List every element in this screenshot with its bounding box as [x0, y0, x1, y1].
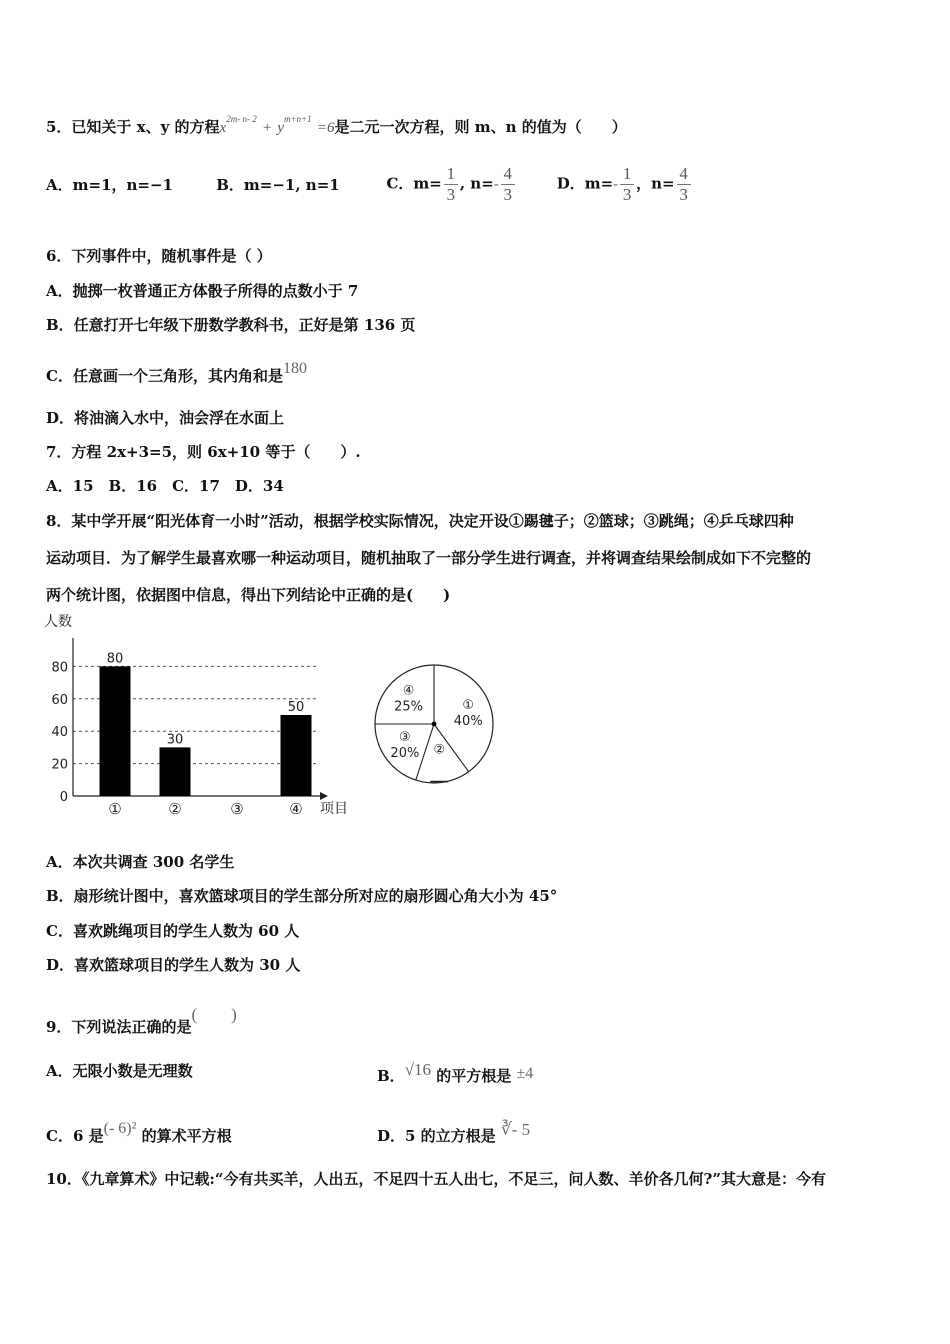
q5-option-c: C．m= $\frac{1}{3}$ , n=- $\frac{4}{3}$	[386, 164, 551, 205]
pie-slice-percent: 25%	[394, 699, 423, 715]
x-tick-label: ①	[108, 800, 122, 818]
q5-option-b: B．m=−1, n=1	[216, 176, 340, 194]
q5-stem-post: 是二元一次方程，则 m、n 的值为（ ）	[334, 118, 627, 136]
q8-stem-line1: 8．某中学开展“阳光体育一小时”活动，根据学校实际情况，决定开设①踢毽子；②篮球；③跳绳；④乒乓球四种	[46, 512, 794, 530]
q10-stem-line1: 10．《九章算术》中记载:“今有共买羊，人出五，不足四十五人出七，不足三，问人数、羊价各几何?”其大意是：今有	[46, 1170, 826, 1188]
y-tick-label: 20	[51, 757, 68, 773]
q5-eq-y: $y^{m+n+1}$	[277, 114, 312, 136]
q5-options	[46, 164, 693, 205]
bar-data-label: 80	[106, 651, 124, 667]
q6-stem: 6．下列事件中，随机事件是（ ）	[46, 247, 272, 265]
y-tick-label: 0	[59, 790, 68, 805]
q6-option-a: A．抛掷一枚普通正方体骰子所得的点数小于 7	[46, 282, 359, 300]
q8-option-d: D．喜欢篮球项目的学生人数为 30 人	[46, 956, 301, 974]
q5-stem	[46, 114, 627, 137]
y-tick-label: 40	[51, 725, 68, 741]
pie-slice-percent: 20%	[390, 746, 420, 762]
q6-option-d: D．将油滴入水中，油会浮在水面上	[46, 409, 285, 427]
q5-option-d: D．m=- $\frac{1}{3}$ ，n= $\frac{4}{3}$	[557, 164, 693, 205]
q9-option-c: C．6 是(- 6)² 的算术平方根	[46, 1120, 232, 1145]
bar-data-label: 50	[287, 700, 305, 715]
pie-slice-label: ②	[433, 742, 446, 758]
q6-option-b: B．任意打开七年级下册数学教科书，正好是第 136 页	[46, 316, 416, 334]
q5-option-a: A．m=1，n=−1	[46, 176, 173, 194]
pie-slice-percent: 40%	[453, 713, 483, 729]
y-axis-label: 人数	[44, 614, 72, 630]
q6-option-c-math: 180	[282, 360, 307, 377]
q8-option-a: A．本次共调查 300 名学生	[46, 853, 235, 871]
x-axis-arrow	[320, 792, 328, 800]
pie-chart	[368, 660, 498, 790]
q8-stem-line2: 运动项目．为了解学生最喜欢哪一种运动项目，随机抽取了一部分学生进行调查，并将调查结果绘制成如下不完整的	[46, 549, 812, 567]
pie-slice-label: ①	[462, 697, 475, 713]
bar-4	[281, 715, 312, 796]
q7-options: A．15 B．16 C．17 D．34	[46, 477, 284, 495]
q8-option-c: C．喜欢跳绳项目的学生人数为 60 人	[46, 922, 300, 940]
q9-option-d: D．5 的立方根是 ∛- 5	[377, 1120, 531, 1145]
x-tick-label: ②	[168, 800, 182, 818]
y-tick-label: 80	[51, 660, 68, 676]
pie-slice-label: ④	[402, 683, 415, 699]
q6-option-c: C．任意画一个三角形，其内角和是180	[46, 360, 307, 385]
bar-1	[100, 666, 131, 796]
q9-option-a: A．无限小数是无理数	[46, 1062, 193, 1080]
q5-stem-pre: 5．已知关于 x、y 的方程	[46, 118, 220, 136]
pie-slice-label: ③	[399, 730, 411, 746]
q5-eq-plus: +	[261, 120, 273, 136]
q8-option-b: B．扇形统计图中，喜欢篮球项目的学生部分所对应的扇形圆心角大小为 45°	[46, 887, 558, 905]
bar-2	[160, 747, 191, 796]
x-tick-label: ④	[289, 800, 303, 818]
bar-data-label: 30	[166, 732, 184, 748]
q9-paren: ( )	[191, 1005, 237, 1024]
x-tick-label: ③	[230, 800, 244, 818]
q9-option-b: B．√16 的平方根是 ±4	[377, 1060, 534, 1085]
x-axis-label: 项目	[320, 801, 348, 817]
pie-center-dot	[432, 722, 437, 727]
q5-eq-x: $x^{2m- n- 2}$	[219, 114, 257, 136]
q8-stem-line3: 两个统计图，依据图中信息，得出下列结论中正确的是( )	[46, 586, 451, 604]
y-tick-label: 60	[51, 692, 68, 708]
q9-stem: 9．下列说法正确的是( )	[46, 1005, 237, 1036]
bar-chart	[40, 610, 370, 825]
q5-eq-rhs: =6	[316, 120, 335, 136]
q7-stem: 7．方程 2x+3=5，则 6x+10 等于（ ）.	[46, 443, 361, 461]
